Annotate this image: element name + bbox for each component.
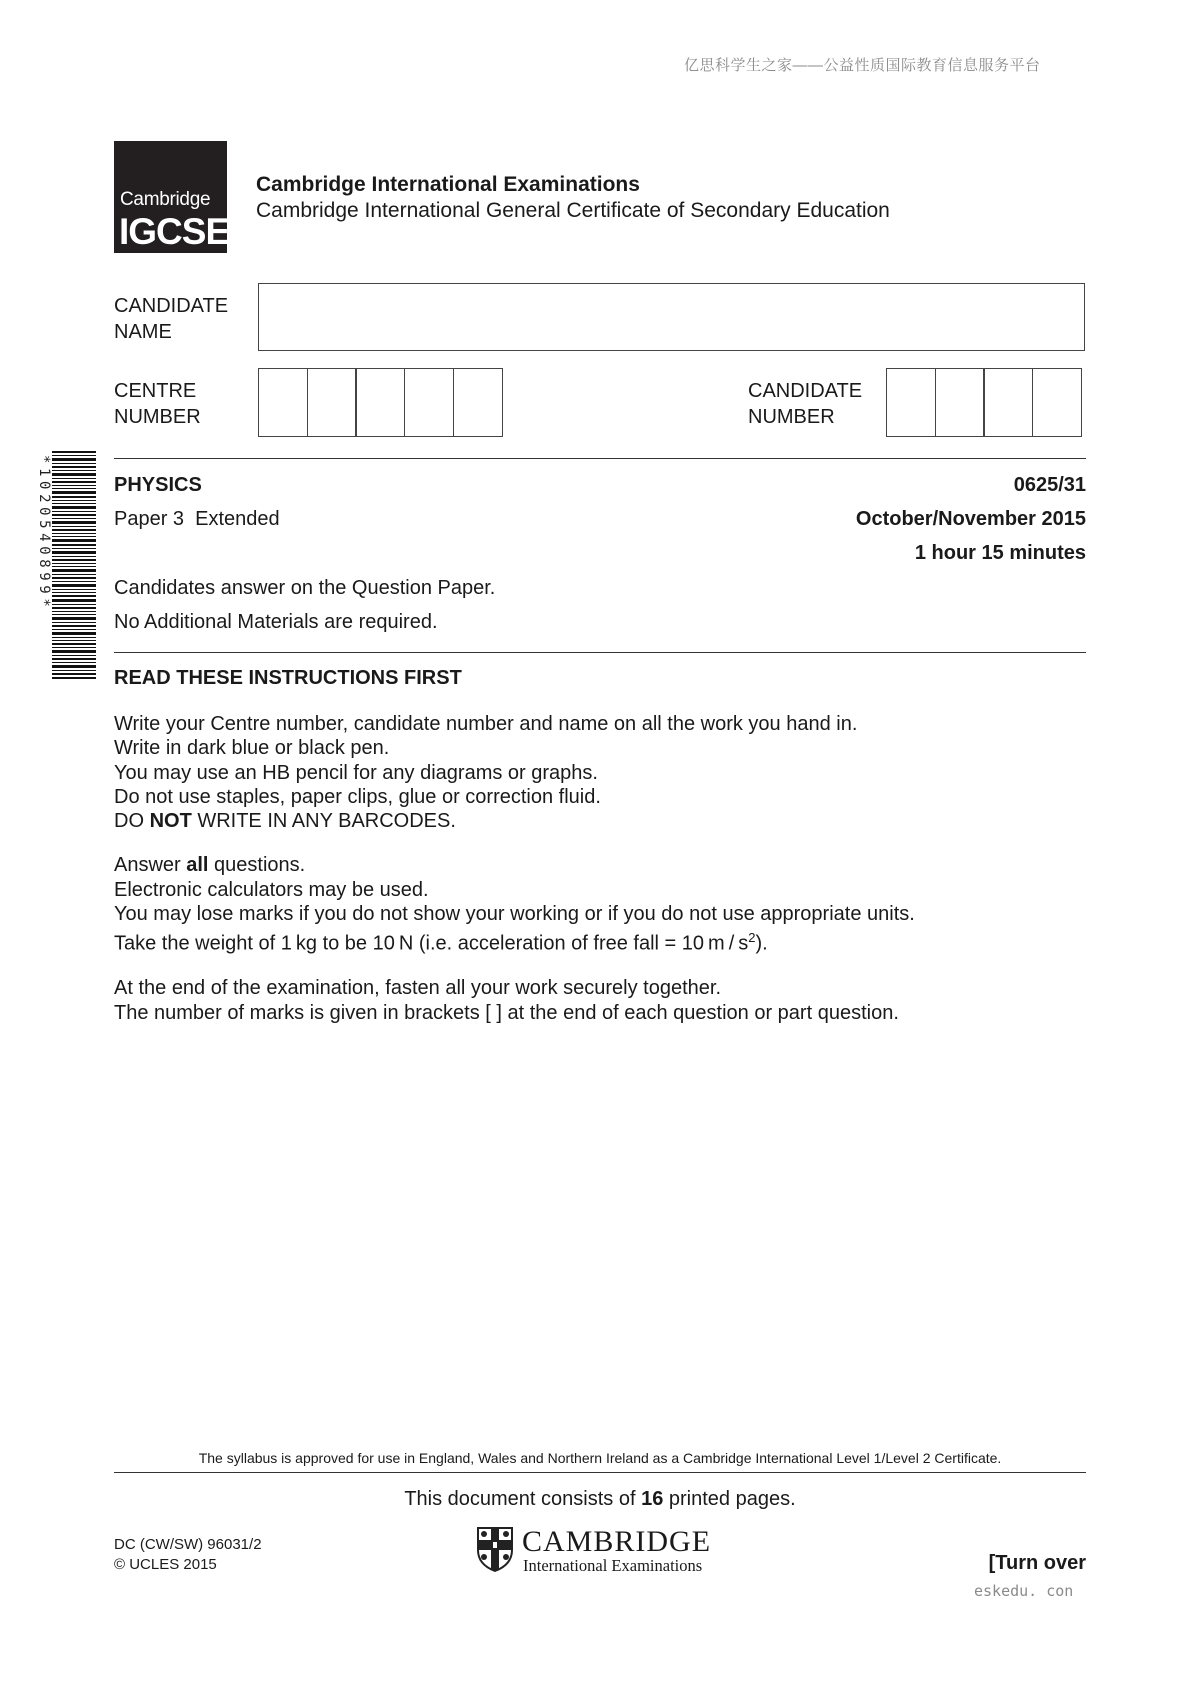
instruction-group [114, 712, 915, 833]
centre-number-digit[interactable] [355, 368, 405, 437]
divider [114, 1472, 1086, 1473]
centre-number-field[interactable] [258, 368, 502, 437]
centre-number-digit[interactable] [307, 368, 357, 437]
candidate-number-field[interactable] [886, 368, 1081, 437]
instruction-line: Take the weight of 1 kg to be 10 N (i.e. acceleration of free fall = 10 m / $s^2$). [114, 930, 768, 956]
logo-big-text: IGCSE [119, 211, 230, 252]
centre-number-label: CENTRE NUMBER [114, 380, 201, 428]
divider [114, 652, 1086, 653]
cambridge-crest-icon [476, 1526, 514, 1572]
org-title: Cambridge International Examinations [256, 173, 640, 196]
instruction-line: At the end of the examination, fasten all your work securely together. [114, 977, 722, 1000]
instruction-line: DO NOT WRITE IN ANY BARCODES. [114, 810, 456, 833]
instruction-group [114, 853, 915, 956]
centre-number-digit[interactable] [404, 368, 454, 437]
instructions-body [114, 712, 915, 1045]
candidate-number-digit[interactable] [886, 368, 936, 437]
candidate-number-label: CANDIDATE NUMBER [748, 380, 863, 428]
candidate-number-digit[interactable] [935, 368, 985, 437]
instruction-line: Do not use staples, paper clips, glue or correction fluid. [114, 785, 601, 808]
divider [114, 458, 1086, 459]
candidate-name-field[interactable] [258, 283, 1085, 351]
watermark-top: 亿思科学生之家——公益性质国际教育信息服务平台 [684, 57, 1041, 74]
instruction-line: Write in dark blue or black pen. [114, 737, 390, 760]
cambridge-subtitle: International Examinations [523, 1556, 703, 1575]
candidate-number-digit[interactable] [983, 368, 1033, 437]
document-reference: DC (CW/SW) 96031/2 © UCLES 2015 [114, 1536, 262, 1573]
answer-on-note: Candidates answer on the Question Paper. [114, 577, 496, 599]
candidate-name-label: CANDIDATE NAME [114, 295, 229, 343]
logo-small-text: Cambridge [120, 189, 211, 210]
instruction-group [114, 976, 915, 1025]
igcse-logo [114, 141, 230, 253]
candidate-number-digit[interactable] [1032, 368, 1082, 437]
watermark-bottom: eskedu. con [974, 1582, 1074, 1600]
materials-note: No Additional Materials are required. [114, 611, 438, 633]
centre-number-digit[interactable] [453, 368, 503, 437]
instruction-line: You may use an HB pencil for any diagrams or graphs. [114, 761, 598, 784]
duration: 1 hour 15 minutes [914, 542, 1086, 564]
instruction-line: Write your Centre number, candidate number and name on all the work you hand in. [114, 713, 858, 735]
cambridge-wordmark: CAMBRIDGE [522, 1525, 712, 1558]
instruction-line: Answer all questions. [114, 854, 306, 877]
paper-name: Paper 3 Extended [114, 508, 280, 530]
instructions-heading: READ THESE INSTRUCTIONS FIRST [114, 667, 462, 689]
session: October/November 2015 [855, 508, 1086, 530]
instruction-line: The number of marks is given in brackets [ ] at the end of each question or part question. [114, 1001, 899, 1024]
centre-number-digit[interactable] [258, 368, 308, 437]
instruction-line: Electronic calculators may be used. [114, 878, 429, 901]
instruction-line: You may lose marks if you do not show your working or if you do not use appropriate units. [114, 903, 915, 926]
org-subtitle: Cambridge International General Certificate of Secondary Education [256, 199, 890, 222]
subject: PHYSICS [114, 474, 202, 496]
page-count-note: This document consists of 16 printed pages. [404, 1488, 796, 1510]
turn-over: [Turn over [988, 1552, 1086, 1574]
barcode-text: *1020540899* [36, 455, 52, 612]
syllabus-note: The syllabus is approved for use in England, Wales and Northern Ireland as a Cambridge International Level 1/Level 2 Certificate. [198, 1450, 1002, 1466]
paper-code: 0625/31 [1013, 474, 1086, 496]
